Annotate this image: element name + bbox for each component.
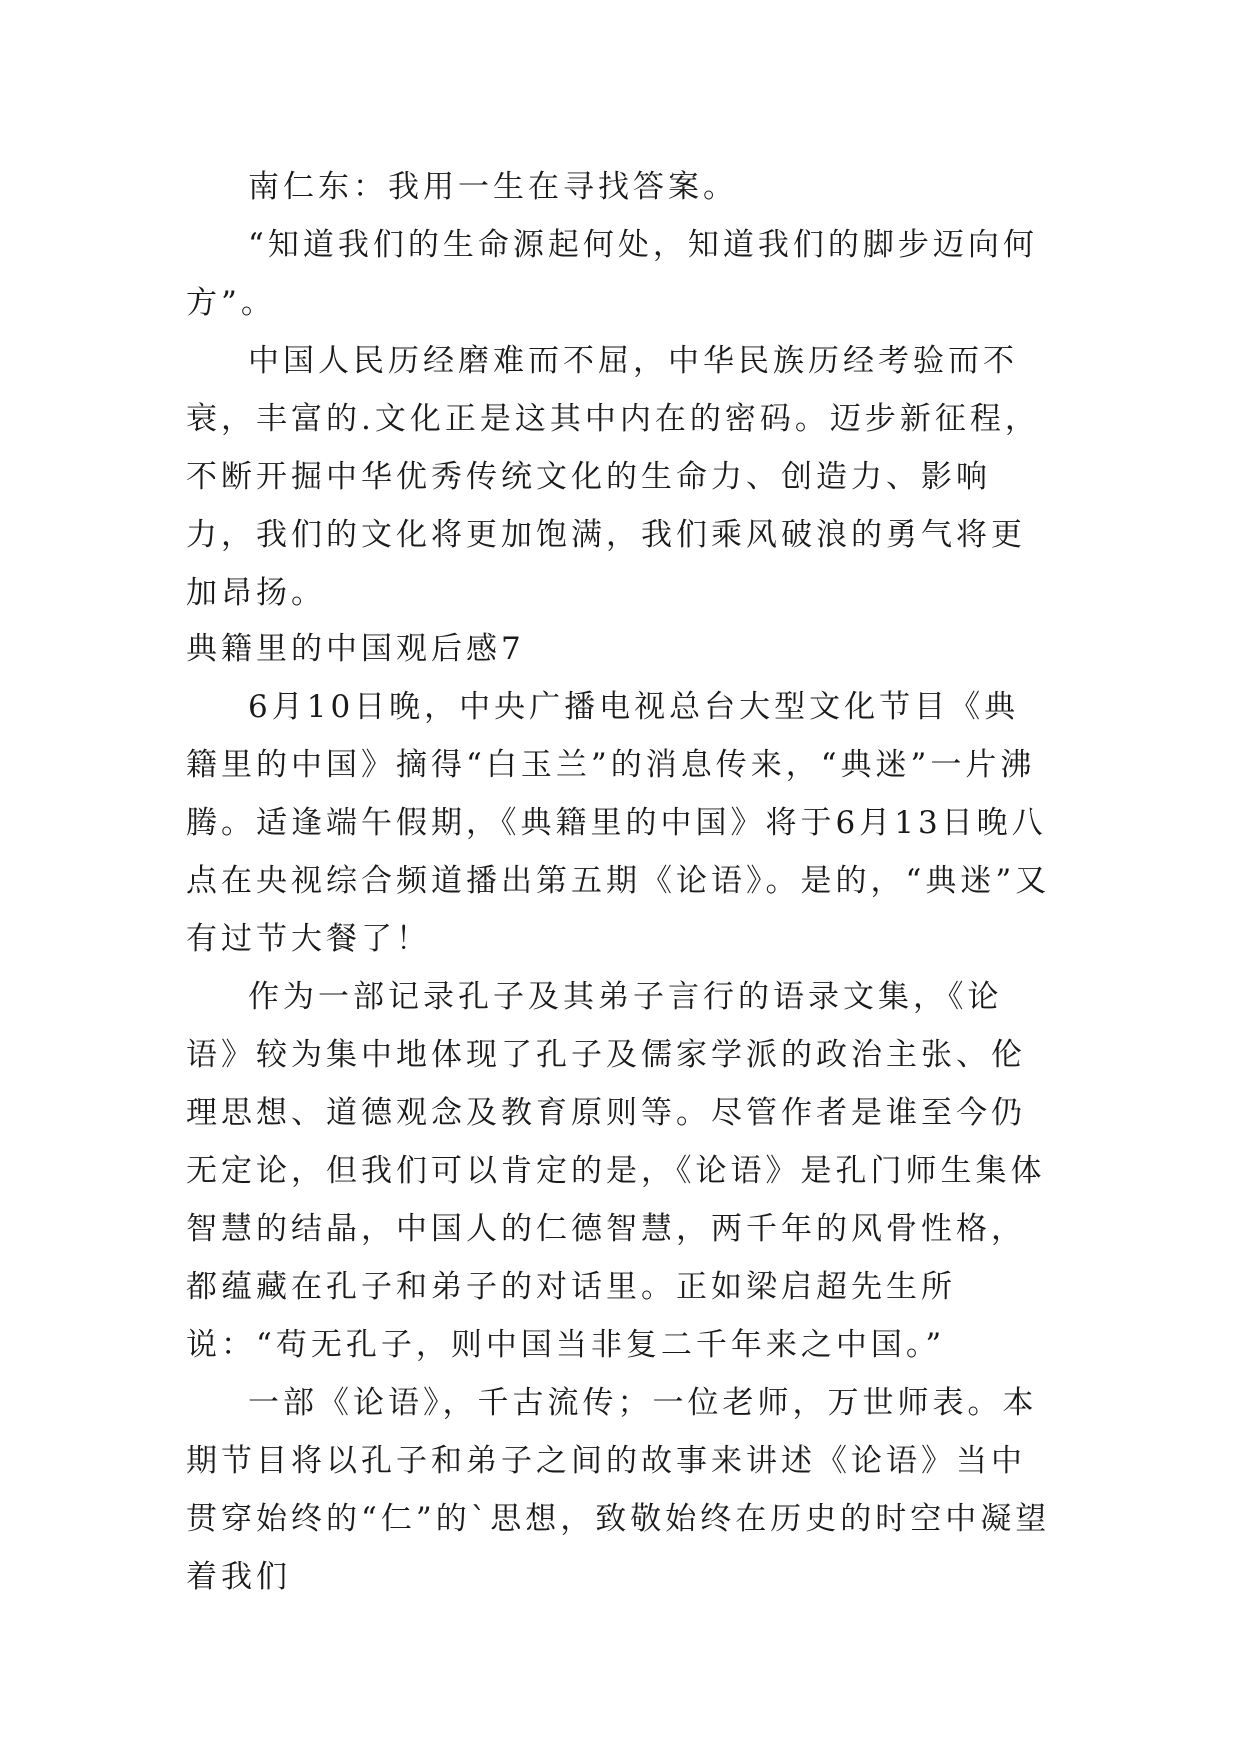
essay-section-continued (186, 158, 1052, 622)
paragraph-quote-nan-rendong: 南仁东：我用一生在寻找答案。 (248, 169, 738, 205)
paragraph-award-news: 6月10日晚，中央广播电视总台大型文化节目《典籍里的中国》摘得“白玉兰”的消息传来，“典迷”一片沸腾。适逢端午假期，《典籍里的中国》将于6月13日晚八点在央视综合频道播出第五期《论语》。是的，“典迷”又有过节大餐了！ (186, 689, 1051, 957)
paragraph-episode-theme: 一部《论语》，千古流传；一位老师，万世师表。本期节目将以孔子和弟子之间的故事来讲述《论语》当中贯穿始终的“仁”的`思想，致敬始终在历史的时空中凝望着我们 (186, 1385, 1051, 1595)
section-heading: 典籍里的中国观后感7 (186, 631, 525, 667)
essay-section-7 (186, 620, 1052, 1606)
paragraph-cultural-code: 中国人民历经磨难而不屈，中华民族历经考验而不衰，丰富的.文化正是这其中内在的密码。迈步新征程，不断开掘中华优秀传统文化的生命力、创造力、影响力，我们的文化将更加饱满，我们乘风破浪的勇气将更加昂扬。 (186, 343, 1040, 611)
paragraph-analects-intro: 作为一部记录孔子及其弟子言行的语录文集，《论语》较为集中地体现了孔子及儒家学派的政治主张、伦理思想、道德观念及教育原则等。尽管作者是谁至今仍无定论，但我们可以肯定的是，《论语》是孔门师生集体智慧的结晶，中国人的仁德智慧，两千年的风骨性格，都蕴藏在孔子和弟子的对话里。正如梁启超先生所说：“苟无孔子，则中国当非复二千年来之中国。” (186, 979, 1046, 1363)
paragraph-quote-origin: “知道我们的生命源起何处，知道我们的脚步迈向何方”。 (186, 227, 1038, 321)
